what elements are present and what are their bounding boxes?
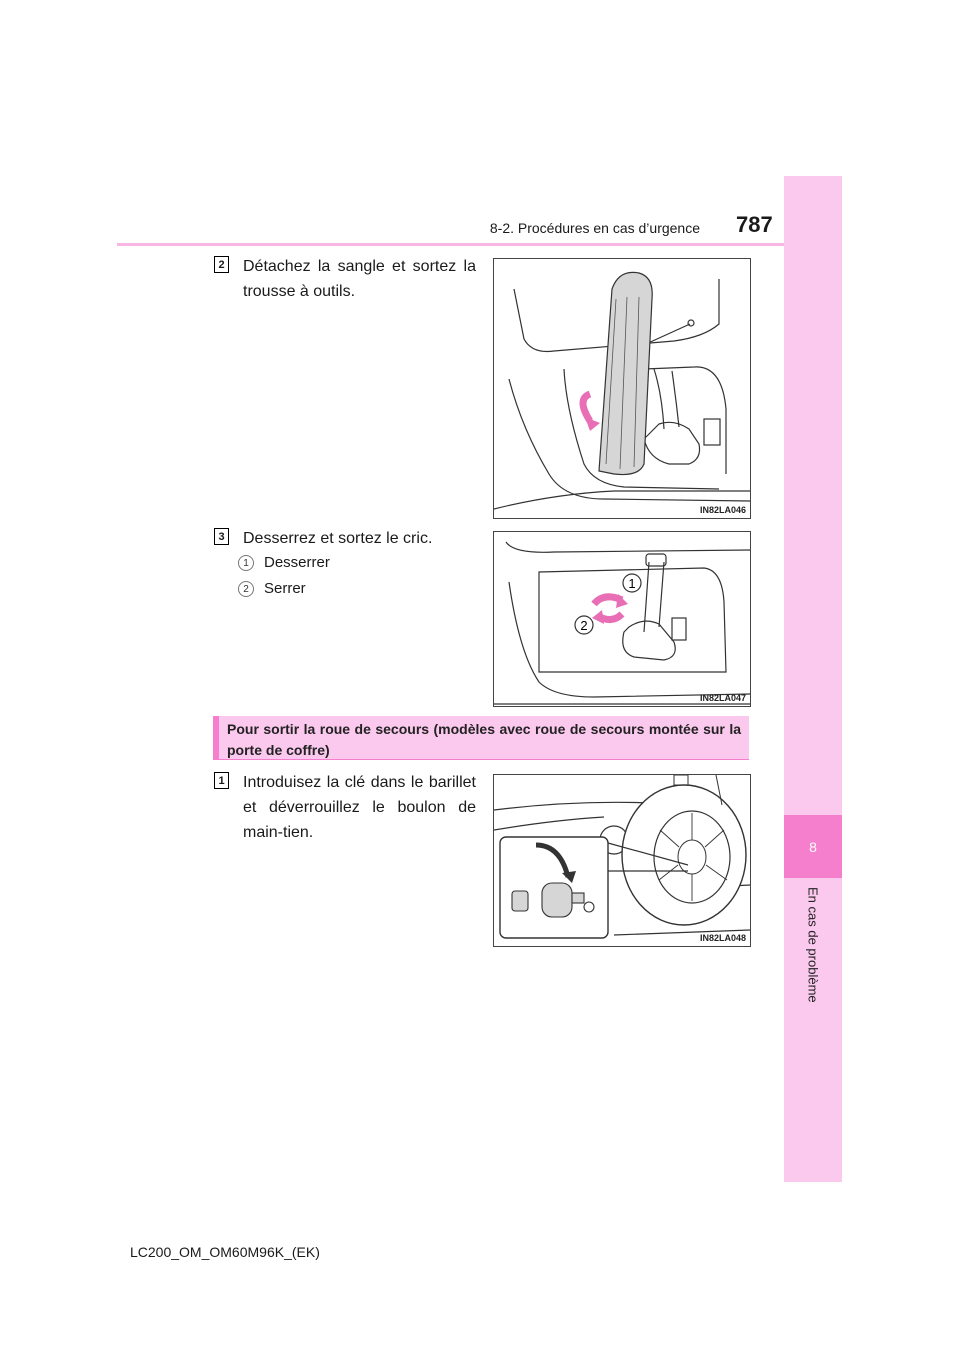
spare-tire-illustration bbox=[494, 775, 750, 946]
figure-jack bbox=[493, 531, 751, 707]
step-number-box: 3 bbox=[214, 528, 229, 545]
figure-code: IN82LA046 bbox=[699, 505, 746, 515]
step-text: Desserrez et sortez le cric. bbox=[243, 530, 433, 547]
callout-number: 1 bbox=[238, 555, 254, 571]
section-title: 8-2. Procédures en cas d’urgence bbox=[489, 220, 700, 236]
header-rule bbox=[117, 243, 784, 246]
jack-illustration bbox=[494, 532, 750, 706]
figure-code: IN82LA048 bbox=[699, 933, 746, 943]
step-text: Détachez la sangle et sortez la trousse à outils. bbox=[243, 258, 476, 300]
chapter-number: 8 bbox=[809, 838, 817, 855]
figure-toolkit bbox=[493, 258, 751, 519]
step-number-box: 1 bbox=[214, 772, 229, 789]
chapter-title: En cas de problème bbox=[805, 887, 821, 1003]
callout-label: Serrer bbox=[264, 580, 306, 597]
step-text: Introduisez la clé dans le barillet et déverrouillez le boulon de main-tien. bbox=[243, 774, 476, 841]
callout-label: Desserrer bbox=[264, 554, 330, 571]
page-number: 787 bbox=[736, 212, 773, 237]
toolkit-illustration bbox=[494, 259, 750, 518]
figure-code: IN82LA047 bbox=[699, 693, 746, 703]
callout-number: 2 bbox=[238, 581, 254, 597]
step-number-box: 2 bbox=[214, 256, 229, 273]
subsection-heading: Pour sortir la roue de secours (modèles avec roue de secours montée sur la porte de coffre) bbox=[213, 716, 749, 760]
figure-spare-tire bbox=[493, 774, 751, 947]
chapter-side-tab bbox=[784, 176, 842, 1182]
svg-text:2: 2 bbox=[580, 618, 588, 633]
svg-text:1: 1 bbox=[628, 576, 636, 591]
document-code: LC200_OM_OM60M96K_(EK) bbox=[130, 1244, 320, 1260]
